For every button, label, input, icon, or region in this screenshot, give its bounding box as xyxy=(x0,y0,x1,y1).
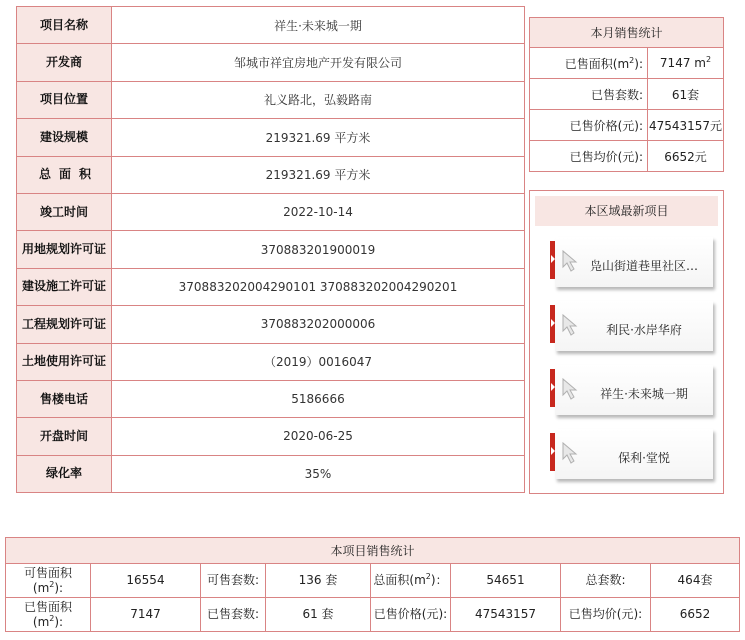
info-value: 2020-06-25 xyxy=(112,418,525,455)
latest-project-name: 保利·堂悦 xyxy=(618,451,670,465)
info-row-name xyxy=(17,7,525,44)
info-row-total-area xyxy=(17,156,525,193)
latest-project-name: 利民·水岸华府 xyxy=(606,323,682,337)
latest-project-link[interactable] xyxy=(550,301,718,357)
info-value: 370883202004290101 370883202004290201 xyxy=(112,268,525,305)
project-sales-table xyxy=(5,537,740,632)
monthly-avg-price-label: 已售均价(元): xyxy=(530,141,648,172)
info-label: 绿化率 xyxy=(17,455,112,492)
project-card xyxy=(555,429,713,479)
info-label: 总面积 xyxy=(17,156,112,193)
info-row-location xyxy=(17,81,525,118)
info-label: 用地规划许可证 xyxy=(17,231,112,268)
monthly-sold-units-label: 已售套数: xyxy=(530,79,648,110)
total-units-label: 总套数: xyxy=(561,564,651,598)
info-value: 祥生·未来城一期 xyxy=(112,7,525,44)
project-sales-row-available xyxy=(6,564,740,598)
project-info-table xyxy=(16,6,525,493)
latest-project-link[interactable] xyxy=(550,429,718,485)
info-label: 工程规划许可证 xyxy=(17,306,112,343)
info-value: （2019）0016047 xyxy=(112,343,525,380)
sold-price-label: 已售价格(元): xyxy=(371,598,451,632)
info-label: 项目名称 xyxy=(17,7,112,44)
monthly-sold-units-value: 61套 xyxy=(648,79,724,110)
info-row-land-plan-permit xyxy=(17,231,525,268)
info-value: 219321.69 平方米 xyxy=(112,119,525,156)
info-row-green-rate xyxy=(17,455,525,492)
available-units-label: 可售套数: xyxy=(201,564,266,598)
info-row-open-date xyxy=(17,418,525,455)
monthly-sold-area-label: 已售面积$(m^2)$: xyxy=(530,48,648,79)
info-label: 售楼电话 xyxy=(17,380,112,417)
total-area-value: 54651 xyxy=(451,564,561,598)
project-card xyxy=(555,301,713,351)
latest-project-name: 祥生·未来城一期 xyxy=(600,387,688,401)
latest-project-link[interactable] xyxy=(550,365,718,421)
monthly-sold-price-label: 已售价格(元): xyxy=(530,110,648,141)
info-label: 竣工时间 xyxy=(17,193,112,230)
info-label: 建设施工许可证 xyxy=(17,268,112,305)
available-area-label: 可售面积 $(m^2)$: xyxy=(6,564,91,598)
project-sales-title: 本项目销售统计 xyxy=(6,538,740,564)
info-label: 项目位置 xyxy=(17,81,112,118)
info-label: 开盘时间 xyxy=(17,418,112,455)
latest-projects-panel xyxy=(529,190,724,494)
sold-area-label: 已售面积 $(m^2)$: xyxy=(6,598,91,632)
info-row-engineering-permit xyxy=(17,306,525,343)
info-row-scale xyxy=(17,119,525,156)
info-value: 2022-10-14 xyxy=(112,193,525,230)
project-card xyxy=(555,365,713,415)
info-value: 邹城市祥宜房地产开发有限公司 xyxy=(112,44,525,81)
sold-units-label: 已售套数: xyxy=(201,598,266,632)
total-units-value: 464套 xyxy=(651,564,740,598)
avg-price-label: 已售均价(元): xyxy=(561,598,651,632)
available-area-value: 16554 xyxy=(91,564,201,598)
info-value: 370883201900019 xyxy=(112,231,525,268)
info-value: 5186666 xyxy=(112,380,525,417)
sold-area-value: 7147 xyxy=(91,598,201,632)
monthly-sold-units-row xyxy=(530,79,724,110)
info-row-completion xyxy=(17,193,525,230)
monthly-sold-area-value: 7147 $m^2$ xyxy=(648,48,724,79)
monthly-sales-title: 本月销售统计 xyxy=(530,18,724,48)
latest-projects-title: 本区域最新项目 xyxy=(535,196,718,226)
available-units-value: 136 套 xyxy=(266,564,371,598)
latest-project-name: 凫山街道巷里社区… xyxy=(589,259,698,273)
info-value: 礼义路北，弘毅路南 xyxy=(112,81,525,118)
monthly-sales-table xyxy=(529,17,724,172)
avg-price-value: 6652 xyxy=(651,598,740,632)
monthly-sold-price-row xyxy=(530,110,724,141)
latest-project-link[interactable] xyxy=(550,237,718,293)
info-row-construction-permit xyxy=(17,268,525,305)
info-row-developer xyxy=(17,44,525,81)
project-card xyxy=(555,237,713,287)
info-value: 370883202000006 xyxy=(112,306,525,343)
monthly-avg-price-value: 6652元 xyxy=(648,141,724,172)
sold-price-value: 47543157 xyxy=(451,598,561,632)
monthly-sold-price-value: 47543157元 xyxy=(648,110,724,141)
info-row-land-use-permit xyxy=(17,343,525,380)
total-area-label: 总面积$(m^2)$： xyxy=(371,564,451,598)
monthly-sold-area-row xyxy=(530,48,724,79)
info-value: 219321.69 平方米 xyxy=(112,156,525,193)
info-row-phone xyxy=(17,380,525,417)
sold-units-value: 61 套 xyxy=(266,598,371,632)
info-value: 35% xyxy=(112,455,525,492)
info-label: 开发商 xyxy=(17,44,112,81)
project-sales-row-sold xyxy=(6,598,740,632)
info-label: 建设规模 xyxy=(17,119,112,156)
info-label: 土地使用许可证 xyxy=(17,343,112,380)
monthly-avg-price-row xyxy=(530,141,724,172)
